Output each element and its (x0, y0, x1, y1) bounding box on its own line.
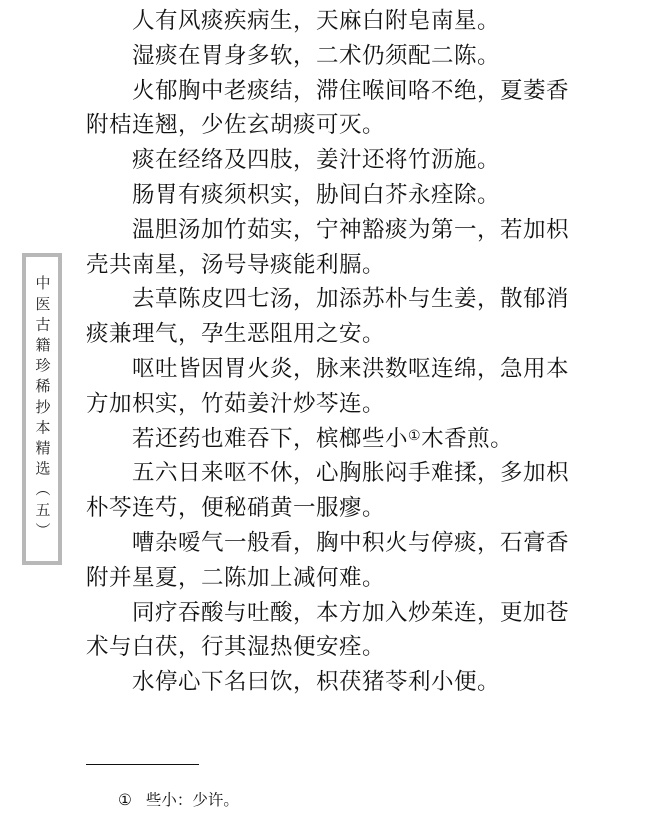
footnote-reference[interactable]: ① (408, 427, 422, 444)
stanza: 火郁胸中老痰结，滞住喉间咯不绝，夏萎香附桔连翘，少佐玄胡痰可灭。 (86, 77, 570, 139)
stanza: 嘈杂嗳气一般看，胸中积火与停痰，石膏香附并星夏，二陈加上减何难。 (86, 529, 570, 591)
poem-body (86, 4, 586, 700)
footnote-divider (86, 764, 199, 765)
series-title-tab (22, 253, 62, 565)
stanza: 人有风痰疾病生，天麻白附皂南星。 (132, 8, 501, 34)
footnote (118, 790, 239, 810)
footnote-text: 些小：少许。 (145, 791, 239, 809)
stanza: 湿痰在胃身多软，二术仍须配二陈。 (132, 42, 501, 69)
stanza: 同疗吞酸与吐酸，本方加入炒茱连，更加苍术与白茯，行其湿热便安痊。 (86, 599, 570, 661)
stanza: 水停心下名曰饮，枳茯猪苓利小便。 (132, 669, 501, 696)
stanza: 痰在经络及四肢，姜汁还将竹沥施。 (132, 147, 501, 174)
stanza: 五六日来呕不休，心胸胀闷手难揉，多加枳朴芩连芍，便秘硝黄一服瘳。 (86, 460, 570, 522)
stanza: 呕吐皆因胃火炎，脉来洪数呕连绵，急用本方加枳实，竹茹姜汁炒芩连。 (86, 355, 570, 417)
stanza-with-footnote (86, 422, 586, 457)
stanza: 温胆汤加竹茹实，宁神豁痰为第一，若加枳壳共南星，汤号导痰能利膈。 (86, 216, 570, 278)
footnote-mark: ① (118, 791, 132, 809)
stanza-text-tail: 木香煎。 (421, 425, 514, 452)
series-title-text: 中医古籍珍稀抄本精选（五） (33, 275, 52, 543)
stanza: 肠胃有痰须枳实，胁间白芥永痊除。 (132, 181, 501, 208)
stanza: 去草陈皮四七汤，加添苏朴与生姜，散郁消痰兼理气，孕生恶阻用之安。 (86, 286, 570, 348)
stanza-text: 若还药也难吞下，槟榔些小 (132, 425, 409, 452)
